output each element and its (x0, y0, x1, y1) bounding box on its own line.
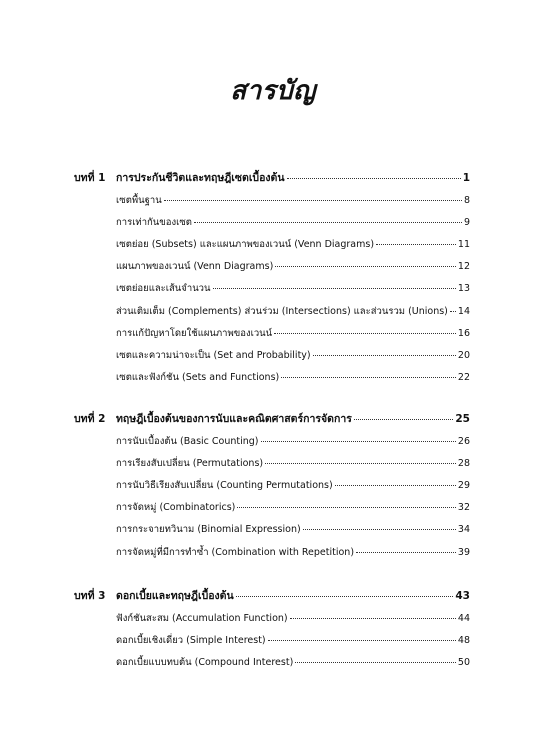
chapter-heading (0, 170, 546, 186)
entry-title: ดอกเบี้ยเชิงเดี่ยว (Simple Interest) (116, 635, 266, 647)
toc-entry (0, 611, 546, 627)
dot-leader (213, 288, 456, 289)
dot-leader (237, 507, 456, 508)
entry-page-number: 39 (457, 546, 470, 558)
toc-entry (0, 326, 546, 342)
toc-entry (0, 434, 546, 450)
dot-leader (354, 419, 453, 420)
page-title: สารบัญ (230, 76, 316, 106)
entry-page-number: 28 (457, 458, 470, 470)
entry-title: ฟังก์ชันสะสม (Accumulation Function) (116, 613, 288, 624)
entry-title: การกระจายทวินาม (Binomial Expression) (116, 524, 301, 536)
toc-entry (0, 655, 546, 671)
entry-page-number: 32 (457, 502, 470, 514)
toc-entry (0, 633, 546, 649)
toc-entry (0, 500, 546, 516)
entry-page-number: 12 (457, 261, 470, 273)
dot-leader (313, 355, 456, 356)
entry-title: การจัดหมู่ (Combinatorics) (116, 502, 236, 514)
toc-entry (0, 193, 546, 209)
toc-entry (0, 304, 546, 320)
entry-page-number: 48 (457, 635, 470, 647)
entry-title: การแก้ปัญหาโดยใช้แผนภาพของเวนน์ (116, 327, 273, 339)
entry-page-number: 50 (457, 657, 470, 669)
entry-title: ส่วนเติมเต็ม (Complements) ส่วนร่วม (Intersections) และส่วนรวม (Unions) (116, 305, 448, 317)
dot-leader (268, 640, 456, 641)
toc-entry (0, 478, 546, 494)
dot-leader (335, 485, 456, 486)
entry-title: เซตย่อย (Subsets) และแผนภาพของเวนน์ (Venn Diagrams) (116, 239, 375, 251)
entry-page-number: 8 (463, 195, 470, 206)
dot-leader (281, 377, 456, 378)
entry-title: เซตและความน่าจะเป็น (Set and Probability) (116, 349, 311, 361)
entry-page-number: 16 (457, 327, 470, 339)
entry-page-number: 11 (457, 239, 470, 251)
dot-leader (287, 178, 461, 179)
entry-title: การจัดหมู่ที่มีการทำซ้ำ (Combination with Repetition) (116, 546, 355, 558)
toc-entry (0, 370, 546, 386)
entry-title: เซตย่อยและเส้นจำนวน (116, 283, 211, 295)
toc-entry (0, 259, 546, 275)
toc-entry (0, 281, 546, 297)
chapter-title: ดอกเบี้ยและทฤษฎีเบื้องต้น (116, 590, 234, 602)
dot-leader (356, 552, 456, 553)
dot-leader (275, 266, 456, 267)
entry-page-number: 9 (463, 217, 470, 229)
entry-title: การนับวิธีเรียงสับเปลี่ยน (Counting Permutations) (116, 480, 333, 492)
entry-title: เซตพื้นฐาน (116, 195, 162, 206)
dot-leader (290, 618, 456, 619)
chapter-label: บทที่ 3 (74, 590, 106, 602)
dot-leader (450, 311, 456, 312)
entry-page-number: 34 (457, 524, 470, 536)
entry-title: การเรียงสับเปลี่ยน (Permutations) (116, 458, 264, 470)
chapter-heading (0, 411, 546, 427)
dot-leader (376, 244, 456, 245)
chapter-title: ทฤษฎีเบื้องต้นของการนับและคณิตศาสตร์การจัดการ (116, 413, 352, 425)
entry-title: การนับเบื้องต้น (Basic Counting) (116, 436, 259, 447)
entry-page-number: 20 (457, 349, 470, 361)
dot-leader (274, 333, 456, 334)
entry-page-number: 29 (457, 480, 470, 492)
chapter-title: การประกันชีวิตและทฤษฎีเซตเบื้องต้น (116, 172, 285, 184)
dot-leader (295, 662, 456, 663)
chapter-heading (0, 588, 546, 604)
entry-page-number: 44 (457, 613, 470, 624)
chapter-label: บทที่ 2 (74, 413, 106, 425)
chapter-label: บทที่ 1 (74, 172, 106, 184)
entry-page-number: 26 (457, 436, 470, 447)
toc-entry (0, 522, 546, 538)
entry-title: เซตและฟังก์ชัน (Sets and Functions) (116, 371, 280, 383)
toc-entry (0, 237, 546, 253)
dot-leader (164, 200, 462, 201)
entry-page-number: 13 (457, 283, 470, 295)
dot-leader (261, 441, 456, 442)
entry-title: การเท่ากันของเซต (116, 217, 192, 229)
dot-leader (265, 463, 456, 464)
chapter-page-number: 1 (462, 172, 470, 184)
toc-entry (0, 456, 546, 472)
chapter-page-number: 25 (455, 413, 470, 425)
entry-title: แผนภาพของเวนน์ (Venn Diagrams) (116, 261, 274, 273)
toc-entry (0, 215, 546, 231)
toc-entry (0, 348, 546, 364)
entry-page-number: 14 (457, 305, 470, 317)
entry-title: ดอกเบี้ยแบบทบต้น (Compound Interest) (116, 657, 294, 669)
dot-leader (236, 596, 454, 597)
dot-leader (194, 222, 462, 223)
dot-leader (303, 529, 456, 530)
toc-entry (0, 545, 546, 561)
chapter-page-number: 43 (455, 590, 470, 602)
entry-page-number: 22 (457, 371, 470, 383)
